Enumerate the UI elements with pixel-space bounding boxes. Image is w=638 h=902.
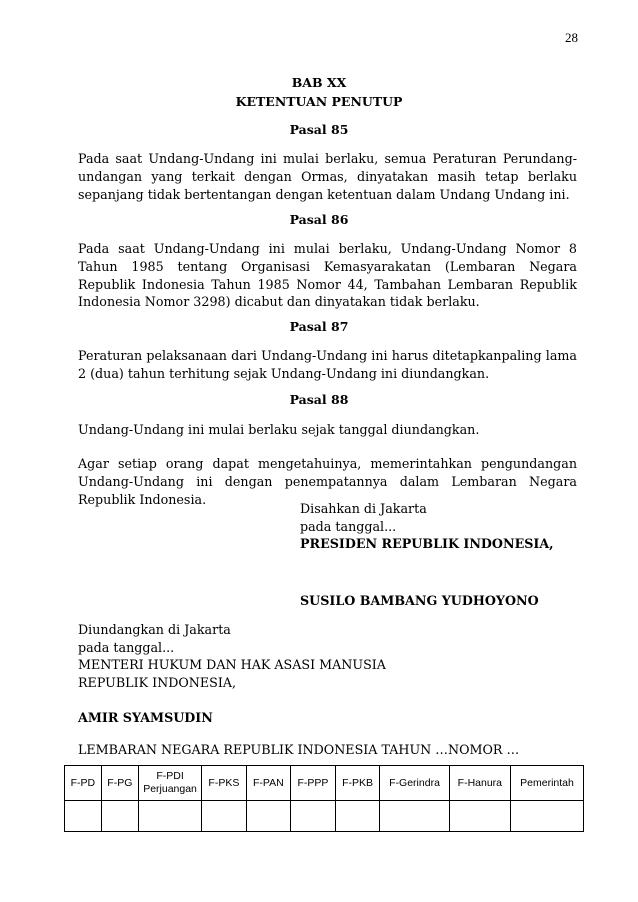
president-title: PRESIDEN REPUBLIK INDONESIA, — [300, 536, 554, 551]
cell-f-pdi-perjuangan — [139, 801, 202, 832]
president-signing-date: pada tanggal... — [300, 519, 397, 534]
header-f-pg: F-PG — [101, 766, 138, 801]
cell-f-pan — [246, 801, 290, 832]
article-86-heading: Pasal 86 — [289, 212, 349, 227]
minister-title-line-1: MENTERI HUKUM DAN HAK ASASI MANUSIA — [78, 657, 386, 672]
article-85-text: Pada saat Undang-Undang ini mulai berlaku, semua Peraturan Perundang-undangan yang terkait dengan Ormas, dinyatakan masih tetap berlaku sepanjang tidak bertentangan dengan ketentuan dalam Undang Undang ini. — [78, 151, 577, 202]
cell-f-pd — [65, 801, 102, 832]
president-name: SUSILO BAMBANG YUDHOYONO — [300, 593, 539, 608]
article-87-heading: Pasal 87 — [289, 319, 349, 334]
header-f-pan: F-PAN — [246, 766, 290, 801]
header-f-pdi-perjuangan — [139, 766, 202, 801]
header-pemerintah: Pemerintah — [511, 766, 584, 801]
article-87-text: Peraturan pelaksanaan dari Undang-Undang ini harus ditetapkanpaling lama 2 (dua) tahun terhitung sejak Undang-Undang ini diundangkan. — [78, 348, 577, 381]
header-f-pd: F-PD — [65, 766, 102, 801]
article-85-heading: Pasal 85 — [289, 122, 349, 137]
cell-f-pg — [101, 801, 138, 832]
minister-signing-date: pada tanggal... — [78, 640, 175, 655]
header-f-gerindra: F-Gerindra — [380, 766, 449, 801]
cell-f-pkb — [335, 801, 380, 832]
chapter-title: KETENTUAN PENUTUP — [235, 94, 403, 109]
header-f-pdi-perjuangan-label: F-PDI Perjuangan — [143, 770, 197, 795]
header-f-ppp: F-PPP — [291, 766, 336, 801]
chapter-number: BAB XX — [291, 75, 347, 90]
minister-name: AMIR SYAMSUDIN — [78, 710, 213, 725]
gazette-line: LEMBARAN NEGARA REPUBLIK INDONESIA TAHUN …NOMOR … — [78, 742, 520, 757]
cell-f-pks — [202, 801, 247, 832]
article-88-heading: Pasal 88 — [289, 392, 349, 407]
cell-pemerintah — [511, 801, 584, 832]
article-88-text-2: Agar setiap orang dapat mengetahuinya, memerintahkan pengundangan Undang-Undang ini dengan penempatannya dalam Lembaran Negara Republik Indonesia. — [78, 456, 577, 507]
cell-f-gerindra — [380, 801, 449, 832]
minister-signing-place: Diundangkan di Jakarta — [78, 622, 231, 637]
header-f-hanura: F-Hanura — [449, 766, 510, 801]
vote-table-signature-row — [65, 801, 584, 832]
page-number: 28 — [565, 30, 578, 45]
cell-f-hanura — [449, 801, 510, 832]
president-signing-place: Disahkan di Jakarta — [300, 501, 427, 516]
vote-table-header-row — [65, 766, 584, 801]
article-88-text: Undang-Undang ini mulai berlaku sejak tanggal diundangkan. — [78, 422, 480, 437]
cell-f-ppp — [291, 801, 336, 832]
article-86-text: Pada saat Undang-Undang ini mulai berlaku, Undang-Undang Nomor 8 Tahun 1985 tentang Organisasi Kemasyarakatan (Lembaran Negara Republik Indonesia Tahun 1985 Nomor 44, Tambahan Lembaran Republik Indonesia Nomor 3298) dicabut dan dinyatakan tidak berlaku. — [78, 241, 577, 310]
faction-vote-table — [64, 765, 584, 832]
minister-title-line-2: REPUBLIK INDONESIA, — [78, 675, 237, 690]
header-f-pks: F-PKS — [202, 766, 247, 801]
header-f-pkb: F-PKB — [335, 766, 380, 801]
